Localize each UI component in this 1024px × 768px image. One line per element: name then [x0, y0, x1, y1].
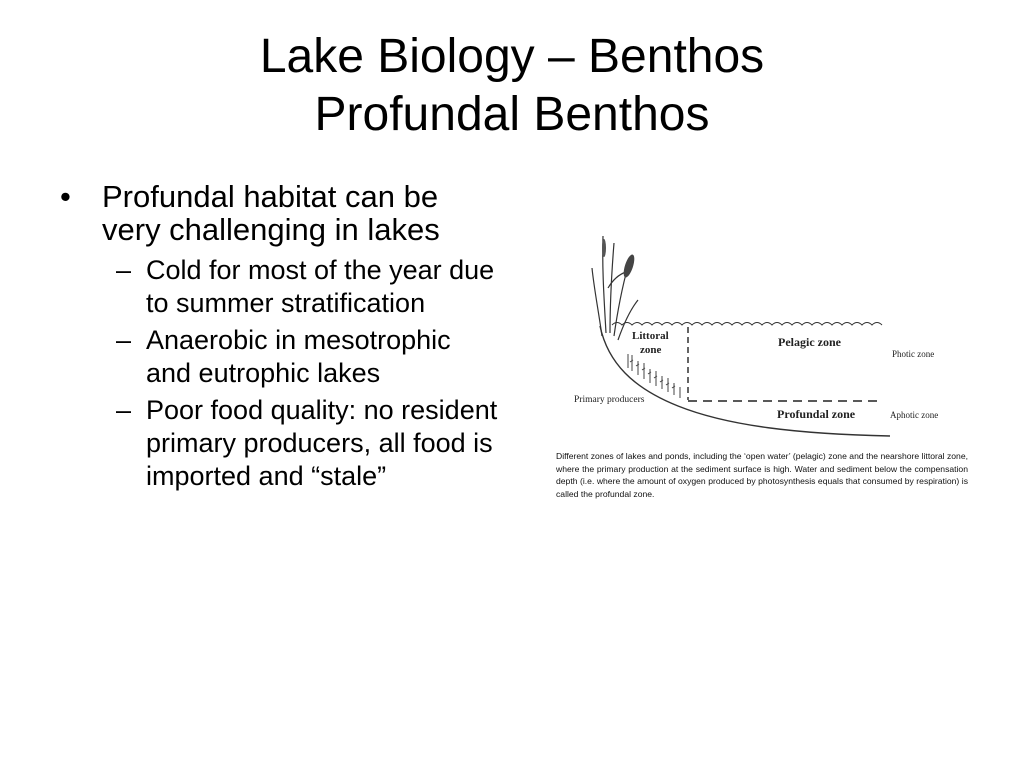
- littoral-label: Littoral: [632, 330, 669, 342]
- sub-bullet-text: Cold for most of the year due to summer stratification: [146, 255, 495, 318]
- sub-bullet-text: Poor food quality: no resident primary producers, all food is imported and “stale”: [146, 395, 498, 491]
- littoral-zone-label: zone: [640, 344, 662, 356]
- cattail-icon: [602, 239, 606, 257]
- cattail-icon: [621, 253, 636, 278]
- title-line-1: Lake Biology – Benthos: [259, 30, 765, 83]
- submerged-plants-icon: [628, 354, 680, 398]
- lake-zones-figure: [548, 228, 968, 528]
- title-line-2: Profundal Benthos: [314, 88, 710, 141]
- bullet-dot-icon: •: [60, 179, 71, 214]
- pelagic-zone-label: Pelagic zone: [778, 335, 841, 349]
- dash-icon: –: [116, 255, 132, 285]
- profundal-zone-label: Profundal zone: [777, 407, 856, 421]
- sub-bullet-2: [58, 324, 498, 390]
- slide-title: [0, 28, 1024, 144]
- water-surface-waves: [612, 323, 882, 326]
- sub-bullet-3: [58, 394, 498, 493]
- dash-icon: –: [116, 325, 132, 355]
- figure-caption: Different zones of lakes and ponds, including the ‘open water’ (pelagic) zone and the nearshore littoral zone, where the primary production at the sediment surface is high. Water and sediment below the compensation depth (i.e. where the amount of oxygen produced by photosynthesis equals that consumed by respiration) is called the profundal zone.: [556, 451, 968, 499]
- bullet-main-text: Profundal habitat can be very challenging in lakes: [102, 179, 440, 247]
- bullet-list: [58, 180, 498, 497]
- sub-bullet-1: [58, 254, 498, 320]
- bullet-main: [58, 180, 498, 246]
- photic-zone-label: Photic zone: [892, 349, 935, 359]
- sub-bullet-text: Anaerobic in mesotrophic and eutrophic lakes: [146, 325, 451, 388]
- dash-icon: –: [116, 395, 132, 425]
- primary-producers-label: Primary producers: [574, 395, 645, 405]
- aphotic-zone-label: Aphotic zone: [890, 410, 939, 420]
